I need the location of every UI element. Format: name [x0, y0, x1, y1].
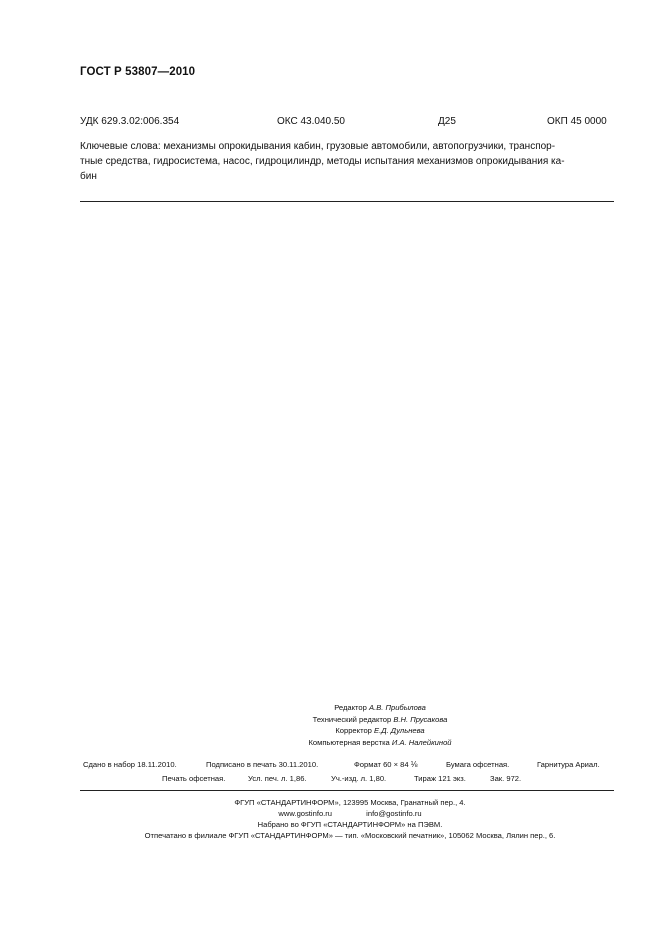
- keywords-line: тные средства, гидросистема, насос, гидроцилиндр, методы испытания механизмов опрокидывания ка-: [80, 156, 565, 167]
- credit-corrector: Корректор Е.Д. Дульнева: [335, 726, 425, 735]
- paper-format: Формат 60 × 84 ⅛: [354, 760, 418, 769]
- publishing-row-2: [0, 774, 661, 786]
- contact-row: [60, 808, 640, 819]
- publisher-address: ФГУП «СТАНДАРТИНФОРМ», 123995 Москва, Гранатный пер., 4.: [234, 798, 466, 807]
- oks-code: ОКС 43.040.50: [277, 116, 345, 127]
- email-link[interactable]: info@gostinfo.ru: [366, 809, 422, 818]
- d-code: Д25: [438, 116, 456, 127]
- okp-code: ОКП 45 0000: [547, 116, 607, 127]
- order-number: Зак. 972.: [490, 774, 522, 783]
- document-code: ГОСТ Р 53807—2010: [80, 66, 196, 78]
- credits-block: [180, 702, 580, 748]
- typeset-note: Набрано во ФГУП «СТАНДАРТИНФОРМ» на ПЭВМ.: [257, 820, 443, 829]
- publishing-row-1: [0, 760, 661, 772]
- paper-type: Бумага офсетная.: [446, 760, 510, 769]
- imprint-footer: [60, 797, 640, 841]
- credit-editor: Редактор А.В. Прибылова: [334, 703, 426, 712]
- uch-izd-l: Уч.-изд. л. 1,80.: [331, 774, 387, 783]
- print-type: Печать офсетная.: [162, 774, 226, 783]
- website-link[interactable]: www.gostinfo.ru: [278, 809, 333, 818]
- printed-note: Отпечатано в филиале ФГУП «СТАНДАРТИНФОРМ» — тип. «Московский печатник», 105062 Москва, Лялин пер., 6.: [144, 831, 556, 840]
- keywords-line: бин: [80, 171, 97, 182]
- tirage: Тираж 121 экз.: [414, 774, 466, 783]
- udk-code: УДК 629.3.02:006.354: [80, 116, 180, 127]
- keywords-line: Ключевые слова: механизмы опрокидывания кабин, грузовые автомобили, автопогрузчики, транспор-: [80, 141, 556, 152]
- signed-date: Подписано в печать 30.11.2010.: [206, 760, 319, 769]
- typeface: Гарнитура Ариал.: [537, 760, 600, 769]
- typeset-date: Сдано в набор 18.11.2010.: [83, 760, 177, 769]
- usl-pech-l: Усл. печ. л. 1,86.: [248, 774, 307, 783]
- top-divider: [80, 201, 614, 202]
- bottom-divider: [80, 790, 614, 791]
- keywords-block: [80, 139, 614, 184]
- credit-tech-editor: Технический редактор В.Н. Прусакова: [312, 714, 448, 724]
- credit-layout: Компьютерная верстка И.А. Налейкиной: [308, 737, 452, 747]
